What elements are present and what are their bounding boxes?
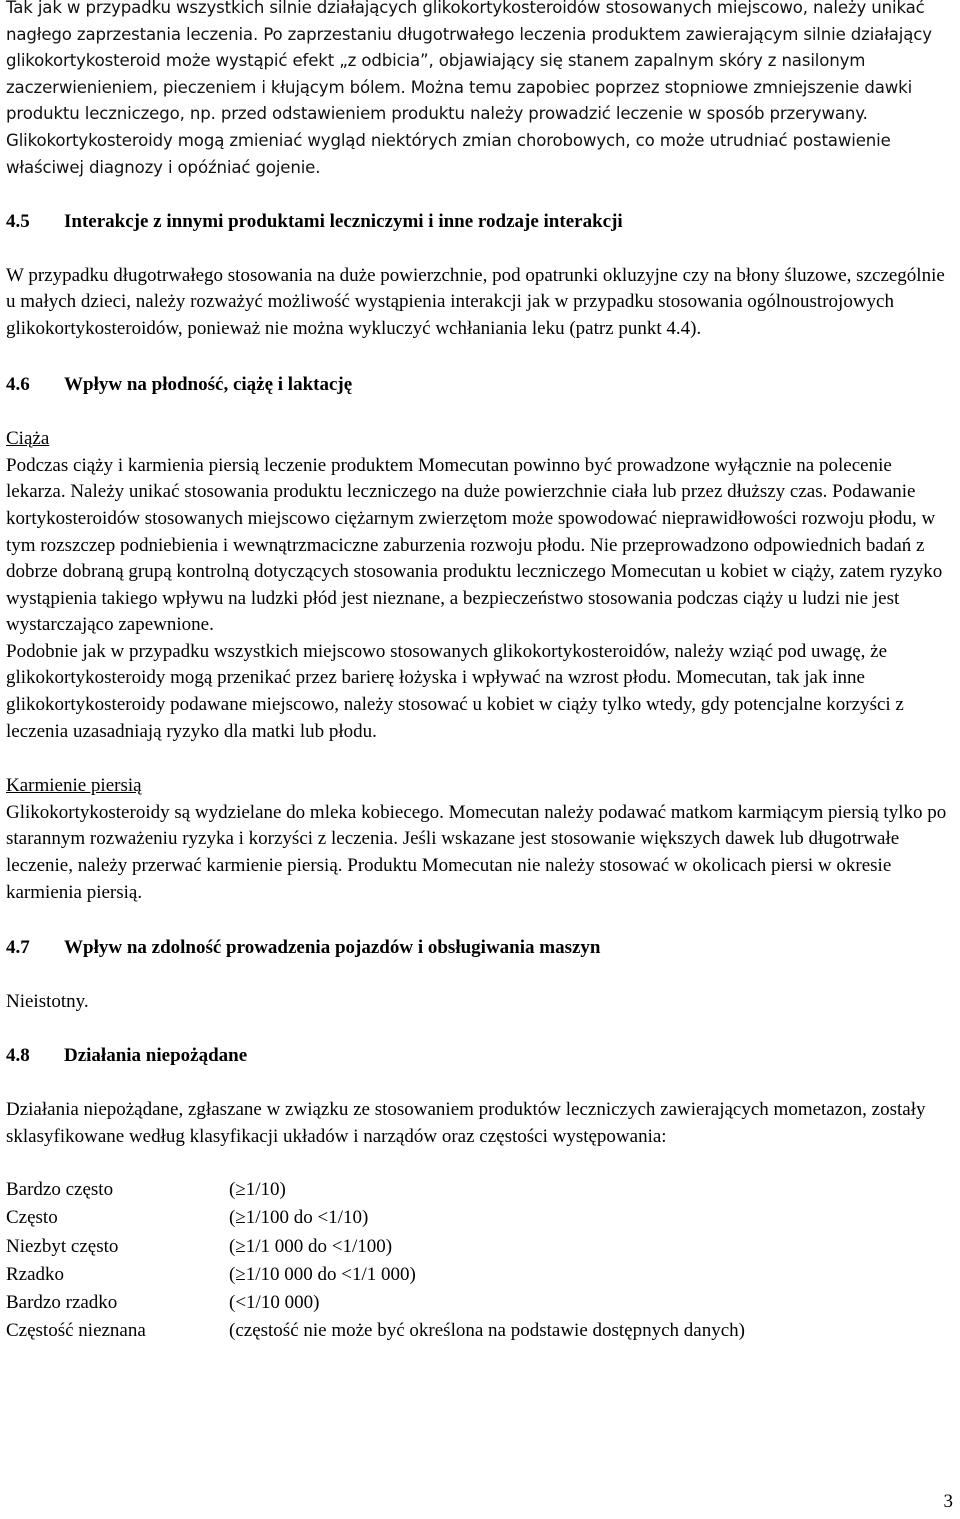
frequency-value: (częstość nie może być określona na podstawie dostępnych danych) [229,1320,745,1342]
section-title: Wpływ na płodność, ciążę i laktację [64,373,353,395]
section-title: Wpływ na zdolność prowadzenia pojazdów i obsługiwania maszyn [64,937,601,959]
section-heading-4-5 [6,209,956,236]
frequency-label: Częstość nieznana [6,1320,146,1342]
frequency-label: Niezbyt często [6,1235,119,1257]
section-4-8-body: Działania niepożądane, zgłaszane w związku ze stosowaniem produktów leczniczych zawierających mometazon, zostały sklasyfikowane według klasyfikacji układów i narządów oraz częstości występowania: [6,1099,926,1147]
frequency-value: (≥1/100 do <1/10) [229,1207,369,1229]
section-heading-4-6 [6,372,956,399]
section-title: Interakcje z innymi produktami leczniczymi i inne rodzaje interakcji [64,211,623,233]
frequency-label: Bardzo rzadko [6,1291,118,1313]
breastfeeding-heading: Karmienie piersią [6,775,142,797]
section-title: Działania niepożądane [64,1045,248,1067]
document-page [6,0,956,1345]
section-4-7-body: Nieistotny. [6,990,89,1012]
frequency-label: Rzadko [6,1263,65,1285]
section-4-5-body: W przypadku długotrwałego stosowania na duże powierzchnie, pod opatrunki okluzyjne czy na błony śluzowe, szczególnie u małych dzieci, należy rozważyć możliwość wystąpienia interakcji jak w przypadku stosowania ogólnoustrojowych glikokortykosteroidów, ponieważ nie można wykluczyć wchłaniania leku (patrz punkt 4.4). [6,264,945,339]
frequency-label: Często [6,1207,58,1229]
page-number: 3 [943,1491,953,1512]
frequency-value: (≥1/10 000 do <1/1 000) [229,1263,416,1285]
intro-paragraph-2: Glikokortykosteroidy mogą zmieniać wygląd niektórych zmian chorobowych, co może utrudniać postawienie właściwej diagnozy i opóźniać gojenie. [6,130,891,177]
pregnancy-paragraph-1: Podczas ciąży i karmienia piersią leczenie produktem Momecutan powinno być prowadzone wyłącznie na polecenie lekarza. Należy unikać stosowania produktu leczniczego na duże powierzchnie ciała lub przez dłuższy czas. Podawanie kortykosteroidów stosowanych miejscowo ciężarnym zwierzętom może spowodować nieprawidłowości rozwoju płodu, w tym rozszczep podniebienia i wewnątrzmaciczne zaburzenia rozwoju płodu. Nie przeprowadzono odpowiednich badań z dobrze dobraną grupą kontrolną dotyczących stosowania produktu leczniczego Momecutan u kobiet w ciąży, zatem ryzyko wystąpienia takiego wpływu na ludzki płód jest nieznane, a bezpieczeństwo stosowania podczas ciąży u ludzi nie jest wystarczająco zapewnione. [6,454,943,636]
section-heading-4-8 [6,1043,956,1070]
breastfeeding-paragraph: Glikokortykosteroidy są wydzielane do mleka kobiecego. Momecutan należy podawać matkom karmiącym piersią tylko po starannym rozważeniu ryzyka i korzyści z leczenia. Jeśli wskazane jest stosowanie większych dawek lub długotrwałe leczenie, należy przerwać karmienie piersią. Produktu Momecutan nie należy stosować w okolicach piersi w okresie karmienia piersią. [6,801,947,903]
section-number: 4.5 [6,211,30,233]
section-number: 4.7 [6,937,30,959]
pregnancy-paragraph-2: Podobnie jak w przypadku wszystkich miejscowo stosowanych glikokortykosteroidów, należy wziąć pod uwagę, że glikokortykosteroidy mogą przenikać przez barierę łożyska i wpływać na wzrost płodu. Momecutan, tak jak inne glikokortykosteroidy podawane miejscowo, należy stosować u kobiet w ciąży tylko wtedy, gdy potencjalne korzyści z leczenia uzasadniają ryzyko dla matki lub płodu. [6,640,904,742]
pregnancy-heading: Ciąża [6,428,50,450]
section-heading-4-7 [6,935,956,962]
frequency-value: (≥1/1 000 do <1/100) [229,1235,393,1257]
section-number: 4.6 [6,373,30,395]
intro-paragraph-1: Tak jak w przypadku wszystkich silnie działających glikokortykosteroidów stosowanych miejscowo, należy unikać nagłego zaprzestania leczenia. Po zaprzestaniu długotrwałego leczenia produktem zawierającym silnie działający glikokortykosteroid może wystąpić efekt „z odbicia”, objawiający się stanem zapalnym skóry z nasilonym zaczerwienieniem, pieczeniem i kłującym bólem. Można temu zapobiec poprzez stopniowe zmniejszenie dawki produktu leczniczego, np. przed odstawieniem produktu należy prowadzić leczenie w sposób przerywany. [6,0,932,124]
frequency-table [6,1177,956,1345]
section-number: 4.8 [6,1045,30,1067]
frequency-value: (≥1/10) [229,1179,286,1201]
frequency-value: (<1/10 000) [229,1291,320,1313]
frequency-label: Bardzo często [6,1179,114,1201]
